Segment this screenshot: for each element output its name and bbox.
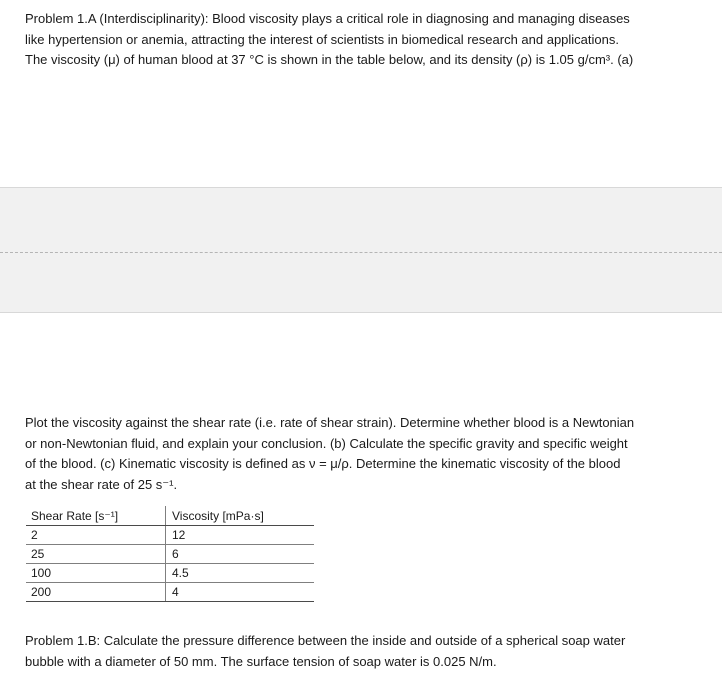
problem-1a-questions [25, 413, 705, 495]
viscosity-table [26, 506, 314, 602]
page-break-band [0, 187, 722, 313]
table-header-row [26, 506, 314, 526]
table-row [26, 564, 314, 583]
table-cell: 12 [166, 526, 315, 545]
table-cell: 4 [166, 583, 315, 602]
table-row [26, 526, 314, 545]
table-row [26, 583, 314, 602]
problem-1b [25, 631, 705, 672]
table-cell: 6 [166, 545, 315, 564]
text-line: Problem 1.B: Calculate the pressure difference between the inside and outside of a spherical soap water [25, 633, 626, 648]
text-line: like hypertension or anemia, attracting the interest of scientists in biomedical research and applications. [25, 31, 619, 47]
table-cell: 25 [26, 545, 166, 564]
table-header-cell: Shear Rate [s⁻¹] [26, 506, 166, 526]
table-header-cell: Viscosity [mPa·s] [166, 506, 315, 526]
text-line: The viscosity (μ) of human blood at 37 °C is shown in the table below, and its density (ρ) is 1.05 g/cm³. (a) [25, 52, 634, 67]
table-cell: 200 [26, 583, 166, 602]
problem-1a-intro [25, 9, 705, 71]
text-line: at the shear rate of 25 s⁻¹. [25, 476, 178, 492]
table-row [26, 545, 314, 564]
text-line: of the blood. (c) Kinematic viscosity is defined as ν = μ/ρ. Determine the kinematic viscosity of the blood [25, 456, 621, 471]
text-line: bubble with a diameter of 50 mm. The surface tension of soap water is 0.025 N/m. [25, 653, 497, 669]
table-cell: 2 [26, 526, 166, 545]
text-line: or non-Newtonian fluid, and explain your conclusion. (b) Calculate the specific gravity and specific weight [25, 435, 628, 451]
text-line: Problem 1.A (Interdisciplinarity): Blood viscosity plays a critical role in diagnosing and managing diseases [25, 11, 630, 26]
text-line: Plot the viscosity against the shear rate (i.e. rate of shear strain). Determine whether blood is a Newtonian [25, 415, 635, 430]
page-break-divider [0, 252, 722, 253]
table-cell: 100 [26, 564, 166, 583]
table-cell: 4.5 [166, 564, 315, 583]
